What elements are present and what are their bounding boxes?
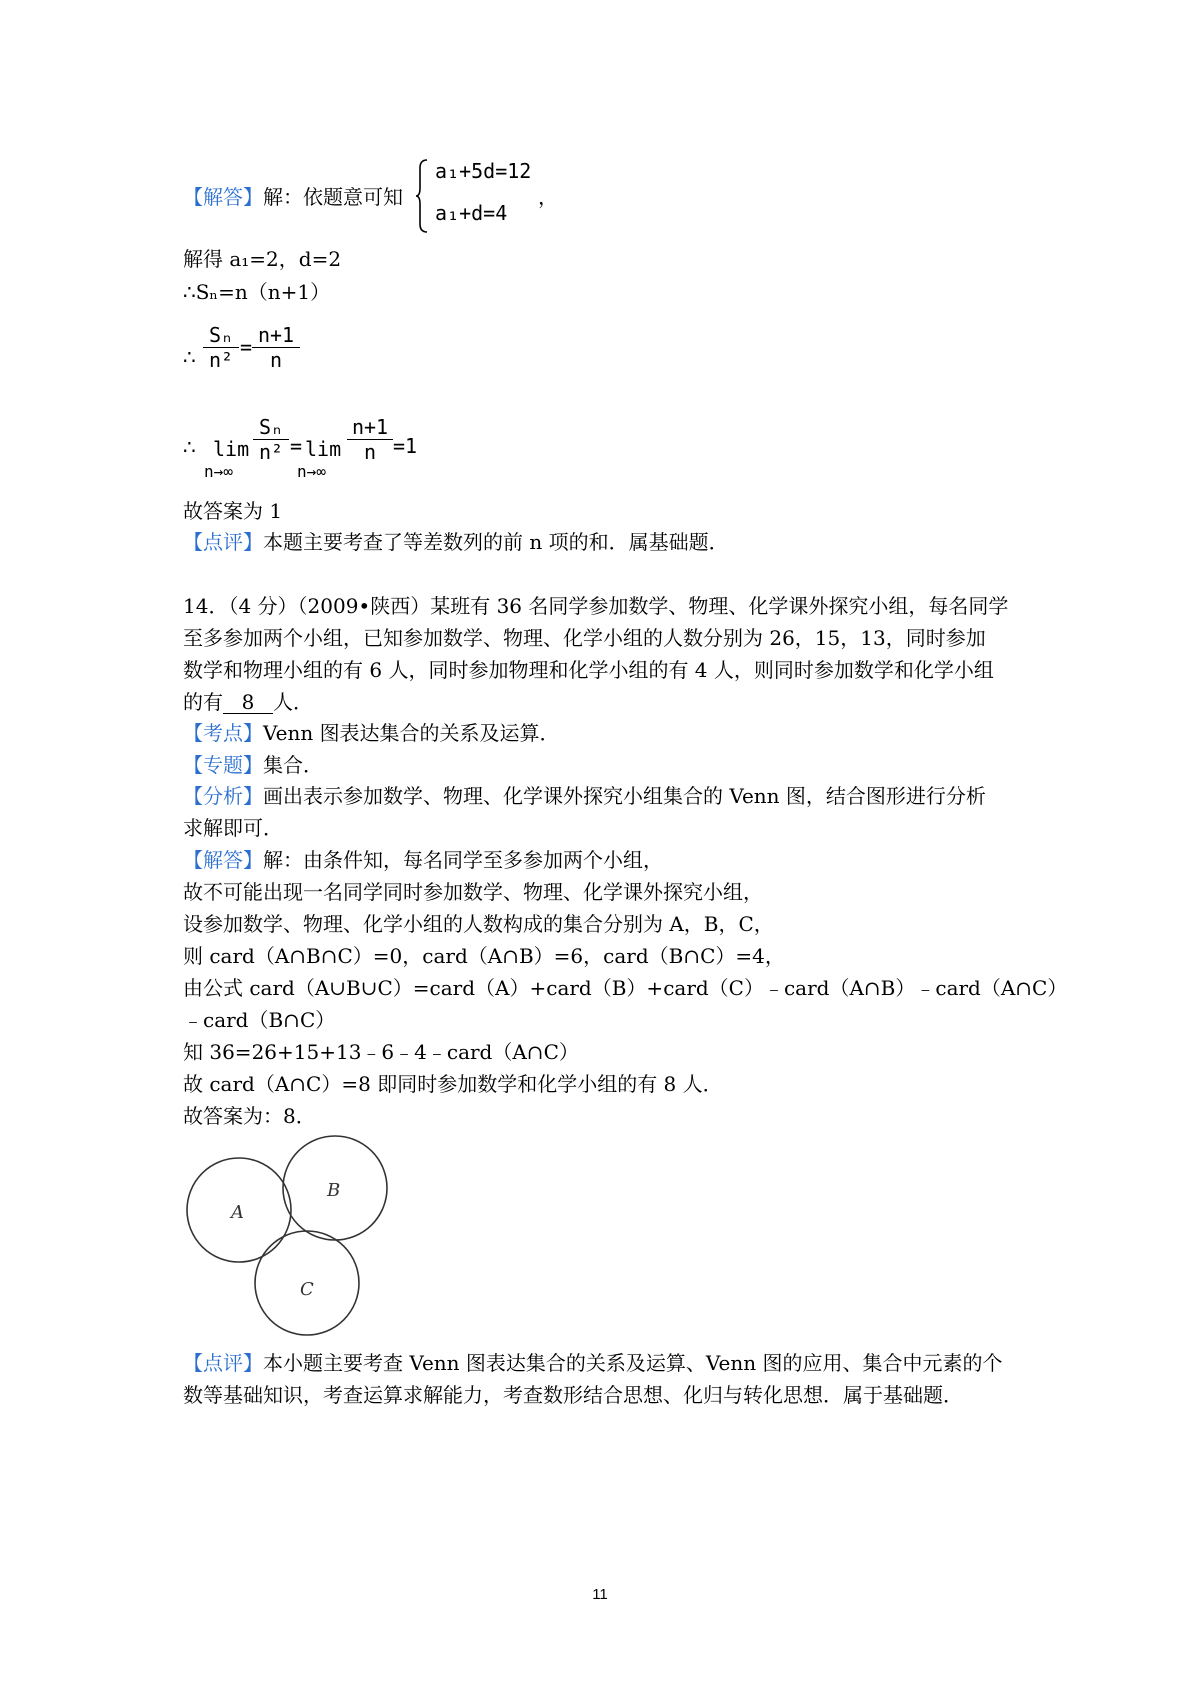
fraction-denominator: n [269,348,283,372]
therefore-symbol-1: ∴ [183,345,196,369]
fraction-n1-over-n [252,323,300,372]
q14-stem-line-1: 14．（4 分）（2009•陕西）某班有 36 名同学参加数学、物理、化学课外探究小组，每名同学 [183,594,1009,618]
stem-post: 人． [273,690,313,714]
venn-label-a: A [231,1202,244,1223]
zhuanti-tag: 【专题】 [183,753,263,777]
fraction-numerator: Sₙ [208,323,234,347]
equals-sign-2: = [290,434,303,458]
left-brace-icon [415,158,429,234]
venn-diagram [183,1130,393,1345]
kaodian [183,720,560,746]
equation-1: a₁+5d=12 [435,159,532,183]
zhuanti [183,752,323,778]
jieda-line-4: 则 card（A∩B∩C）=0，card（A∩B）=6，card（B∩C）=4， [183,944,785,968]
jieda-line-9: 故答案为：8． [183,1104,316,1128]
jieda-line-6: ﹣card（B∩C） [183,1008,336,1032]
kaodian-text: Venn 图表达集合的关系及运算． [263,721,560,745]
jieda-tag: 【解答】 [183,848,263,872]
kaodian-tag: 【考点】 [183,721,263,745]
solve-line: 解得 a₁=2，d=2 [183,247,342,271]
venn-label-b: B [327,1180,341,1201]
fraction-denominator: n² [208,348,234,372]
fraction-denominator: n² [258,440,284,464]
review-tag: 【点评】 [183,530,263,554]
jieda-line-7: 知 36=26+15+13﹣6﹣4﹣card（A∩C） [183,1040,579,1064]
stem-pre: 的有 [183,690,223,714]
jieda-line-5: 由公式 card（A∪B∪C）=card（A）+card（B）+card（C）﹣card（A∩B）﹣card（A∩C） [183,976,1068,1000]
fraction-numerator: Sₙ [258,415,284,439]
limit-result: =1 [393,434,418,458]
review-13 [183,529,729,555]
q14-stem-line-4 [183,689,313,715]
lim-1: lim [213,437,250,461]
review-text: 本题主要考查了等差数列的前 n 项的和．属基础题． [263,530,729,554]
therefore-symbol-2: ∴ [183,435,196,459]
dianping-tag: 【点评】 [183,1351,263,1375]
zhuanti-text: 集合． [263,753,323,777]
fenxi-line-2: 求解即可． [183,816,283,840]
jieda-line-8: 故 card（A∩C）=8 即同时参加数学和化学小组的有 8 人． [183,1072,723,1096]
jieda-line-3: 设参加数学、物理、化学小组的人数构成的集合分别为 A，B，C， [183,912,774,936]
dianping [183,1350,1002,1376]
lim-2: lim [305,437,342,461]
fraction-numerator: n+1 [351,415,389,439]
fenxi-text: 画出表示参加数学、物理、化学课外探究小组集合的 Venn 图，结合图形进行分析 [263,784,986,808]
q14-stem-line-3: 数学和物理小组的有 6 人，同时参加物理和化学小组的有 4 人，则同时参加数学和化学小组 [183,658,994,682]
lim-sub-2: n→∞ [297,462,326,481]
limit-fraction-2 [347,415,393,464]
fenxi [183,783,986,809]
lim-sub-1: n→∞ [204,462,233,481]
answer-tag: 【解答】 [183,185,263,209]
q14-stem-line-2: 至多参加两个小组，已知参加数学、物理、化学小组的人数分别为 26，15，13，同时参加 [183,626,986,650]
answer-lead-text: 解：依题意可知 [263,185,403,209]
fraction-sn-over-n2 [203,323,239,372]
dianping-text: 本小题主要考查 Venn 图表达集合的关系及运算、Venn 图的应用、集合中元素的个 [263,1351,1003,1375]
fenxi-tag: 【分析】 [183,784,263,808]
fraction-numerator: n+1 [257,323,295,347]
comma: ， [538,185,558,209]
answer-blank: 8 [223,691,273,714]
final-answer-13: 故答案为 1 [183,499,283,523]
answer-lead [183,181,403,210]
dianping-line-2: 数等基础知识，考查运算求解能力，考查数形结合思想、化归与转化思想．属于基础题． [183,1383,963,1407]
jieda-line-2: 故不可能出现一名同学同时参加数学、物理、化学课外探究小组， [183,880,763,904]
equation-2: a₁+d=4 [435,201,508,225]
fraction-denominator: n [363,440,377,464]
jieda [183,847,663,873]
limit-fraction-1 [253,415,289,464]
sn-line: ∴Sₙ=n（n+1） [183,280,331,304]
equals-sign: = [240,335,253,359]
venn-label-c: C [300,1279,314,1300]
jieda-text: 解：由条件知，每名同学至多参加两个小组， [263,848,663,872]
page-number: 11 [592,1586,608,1603]
